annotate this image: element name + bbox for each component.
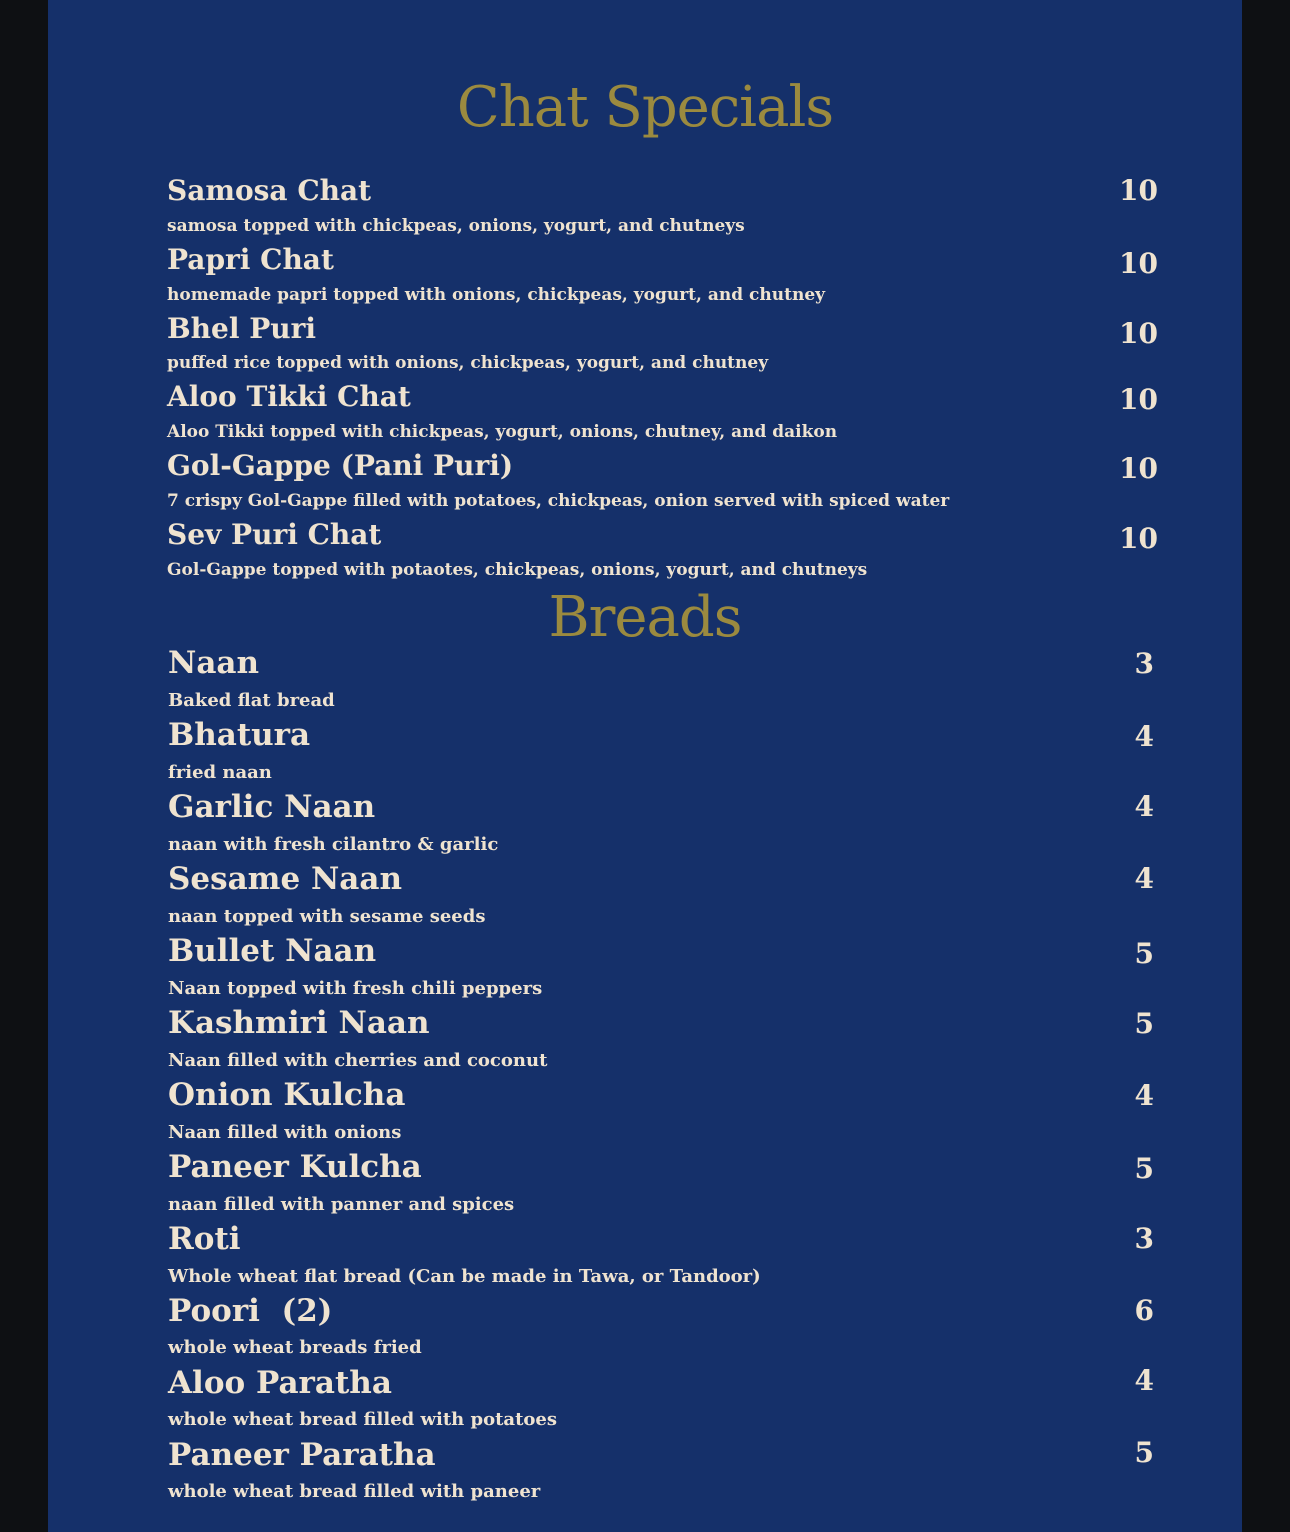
item-price: 4 [1134, 862, 1154, 895]
item-name: Poori (2) [168, 1293, 333, 1329]
item-description: Baked flat bread [168, 690, 335, 711]
item-description: naan with fresh cilantro & garlic [168, 834, 499, 855]
item-description: whole wheat bread filled with potatoes [168, 1409, 558, 1430]
item-price: 10 [1119, 247, 1158, 280]
item-name: Aloo Tikki Chat [167, 380, 411, 413]
chat-specials-title: Chat Specials [456, 75, 834, 140]
item-name: Naan [168, 645, 260, 681]
item-name: Samosa Chat [167, 174, 372, 207]
item-price: 4 [1134, 1079, 1154, 1112]
item-description: homemade papri topped with onions, chickpeas, yogurt, and chutney [167, 285, 826, 305]
item-name: Bullet Naan [168, 933, 377, 969]
item-description: puffed rice topped with onions, chickpeas, yogurt, and chutney [167, 353, 769, 373]
item-description: Gol-Gappe topped with potaotes, chickpeas, onions, yogurt, and chutneys [167, 560, 868, 580]
item-price: 5 [1134, 1152, 1154, 1185]
item-description: Naan filled with onions [168, 1122, 402, 1143]
item-name: Paneer Paratha [168, 1437, 436, 1473]
item-price: 10 [1119, 174, 1158, 207]
item-name: Gol-Gappe (Pani Puri) [167, 449, 514, 482]
breads-title: Breads [548, 585, 742, 650]
item-price: 5 [1134, 1007, 1154, 1040]
item-description: Naan filled with cherries and coconut [168, 1050, 548, 1071]
item-price: 10 [1119, 383, 1158, 416]
item-price: 3 [1134, 647, 1154, 680]
item-name: Sesame Naan [168, 861, 403, 897]
item-description: whole wheat breads fried [168, 1337, 422, 1358]
item-description: 7 crispy Gol-Gappe filled with potatoes, chickpeas, onion served with spiced water [167, 491, 950, 511]
item-name: Onion Kulcha [168, 1077, 406, 1113]
item-name: Paneer Kulcha [168, 1149, 422, 1185]
item-name: Bhatura [168, 717, 311, 753]
item-price: 5 [1134, 937, 1154, 970]
item-name: Sev Puri Chat [167, 518, 382, 551]
item-description: Naan topped with fresh chili peppers [168, 978, 543, 999]
item-description: Aloo Tikki topped with chickpeas, yogurt, onions, chutney, and daikon [167, 422, 838, 442]
item-name: Garlic Naan [168, 789, 376, 825]
item-name: Roti [168, 1221, 241, 1257]
item-price: 10 [1119, 522, 1158, 555]
item-description: samosa topped with chickpeas, onions, yogurt, and chutneys [167, 216, 745, 236]
item-name: Papri Chat [167, 243, 334, 276]
item-description: naan filled with panner and spices [168, 1194, 515, 1215]
menu-page [48, 0, 1242, 1532]
item-price: 10 [1119, 317, 1158, 350]
item-price: 10 [1119, 452, 1158, 485]
item-name: Bhel Puri [167, 312, 317, 345]
item-description: naan topped with sesame seeds [168, 906, 486, 927]
item-price: 6 [1134, 1294, 1154, 1327]
item-description: fried naan [168, 762, 272, 783]
item-price: 4 [1134, 1364, 1154, 1397]
item-name: Aloo Paratha [168, 1365, 392, 1401]
item-price: 4 [1134, 790, 1154, 823]
item-description: whole wheat bread filled with paneer [168, 1481, 541, 1502]
item-description: Whole wheat flat bread (Can be made in Tawa, or Tandoor) [168, 1266, 761, 1287]
item-price: 4 [1134, 720, 1154, 753]
item-price: 3 [1134, 1222, 1154, 1255]
item-price: 5 [1134, 1436, 1154, 1469]
item-name: Kashmiri Naan [168, 1005, 430, 1041]
